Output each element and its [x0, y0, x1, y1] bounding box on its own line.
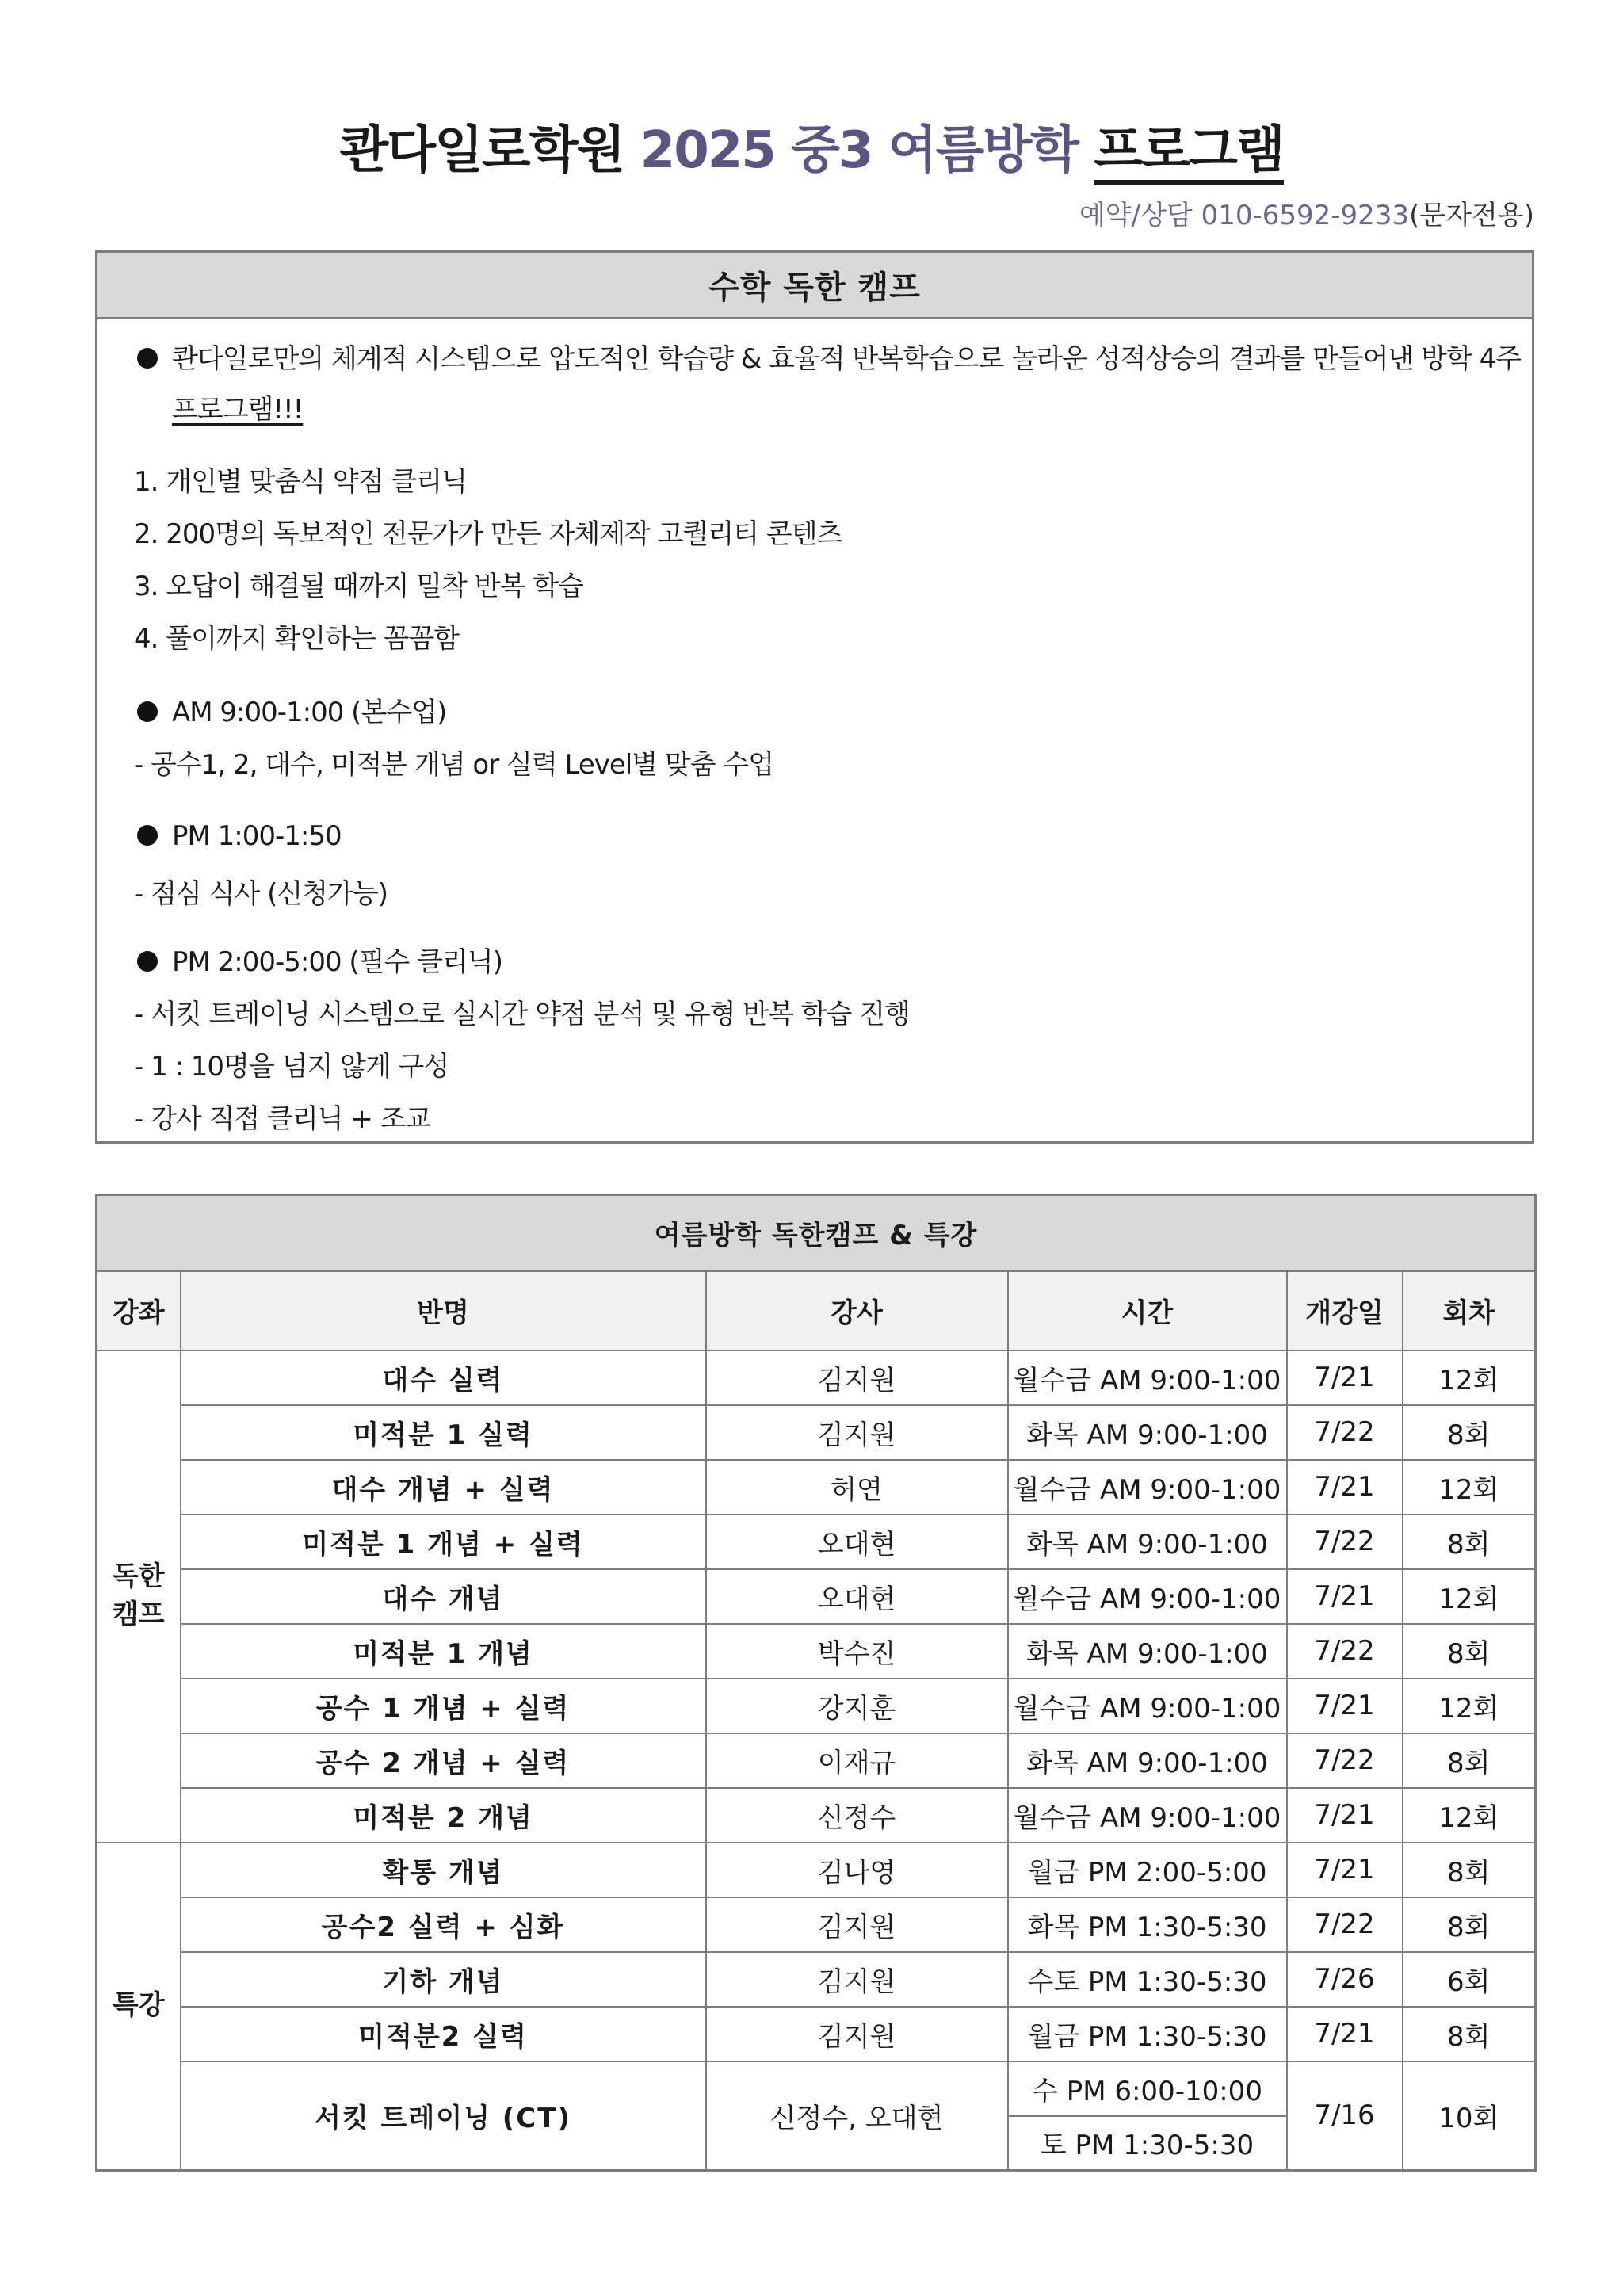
title-academy: 콴다일로학원: [339, 121, 624, 180]
start-date: 7/26: [1287, 1952, 1403, 2007]
session-count: 8회: [1403, 1405, 1536, 1460]
pm-desc-2: - 1 : 10명을 넘지 않게 구성: [134, 1051, 449, 1083]
col-header-teacher: 강사: [706, 1271, 1008, 1350]
session-count: 12회: [1403, 1679, 1536, 1733]
intro-line-2: 프로그램!!!: [172, 394, 304, 426]
session-count: 8회: [1403, 1733, 1536, 1788]
start-date: 7/21: [1287, 1350, 1403, 1405]
table-row: [97, 1515, 1536, 1569]
bullet-icon: [137, 701, 158, 722]
class-time: 화목 AM 9:00-1:00: [1008, 1624, 1287, 1679]
class-time: 월수금 AM 9:00-1:00: [1008, 1350, 1287, 1405]
teacher: 김지원: [706, 1952, 1008, 2007]
class-time: 수 PM 6:00-10:00: [1008, 2061, 1287, 2116]
table-row: [97, 1460, 1536, 1515]
am-desc: - 공수1, 2, 대수, 미적분 개념 or 실력 Level별 맞춤 수업: [134, 749, 774, 781]
teacher: 강지훈: [706, 1679, 1008, 1733]
class-name: 미적분 1 개념: [181, 1624, 706, 1679]
table-row: [97, 2007, 1536, 2061]
class-name: 미적분2 실력: [181, 2007, 706, 2061]
table-row: [97, 2061, 1536, 2116]
pm-desc-3: - 강사 직접 클리닉 + 조교: [134, 1103, 431, 1135]
contact-info: [1079, 193, 1534, 232]
table-row: [97, 1788, 1536, 1843]
class-time: 화목 AM 9:00-1:00: [1008, 1733, 1287, 1788]
class-name: 대수 개념 + 실력: [181, 1460, 706, 1515]
point-3: 3. 오답이 해결될 때까지 밀착 반복 학습: [134, 571, 583, 602]
session-count: 12회: [1403, 1788, 1536, 1843]
teacher: 김나영: [706, 1843, 1008, 1897]
camp-heading: 수학 독한 캠프: [97, 253, 1532, 319]
schedule-heading: 여름방학 독한캠프 & 특강: [97, 1195, 1536, 1271]
table-row: [97, 1624, 1536, 1679]
session-count: 10회: [1403, 2061, 1536, 2171]
class-name: 공수 1 개념 + 실력: [181, 1679, 706, 1733]
class-name: 확통 개념: [181, 1843, 706, 1897]
class-time: 월수금 AM 9:00-1:00: [1008, 1569, 1287, 1624]
col-header-sessions: 회차: [1403, 1271, 1536, 1350]
category-special: 특강: [97, 1843, 181, 2171]
title-program-word: 프로그램: [1094, 121, 1283, 185]
table-row: [97, 1897, 1536, 1952]
session-count: 8회: [1403, 1515, 1536, 1569]
start-date: 7/21: [1287, 1679, 1403, 1733]
schedule-box: [95, 1194, 1534, 2172]
start-date: 7/22: [1287, 1405, 1403, 1460]
class-name: 서킷 트레이닝 (CT): [181, 2061, 706, 2171]
class-time: 토 PM 1:30-5:30: [1008, 2116, 1287, 2171]
class-time: 월수금 AM 9:00-1:00: [1008, 1788, 1287, 1843]
class-name: 미적분 1 개념 + 실력: [181, 1515, 706, 1569]
start-date: 7/16: [1287, 2061, 1403, 2171]
category-camp: 독한 캠프: [97, 1350, 181, 1843]
teacher: 박수진: [706, 1624, 1008, 1679]
bullet-icon: [137, 951, 158, 972]
class-time: 화목 PM 1:30-5:30: [1008, 1897, 1287, 1952]
class-time: 화목 AM 9:00-1:00: [1008, 1405, 1287, 1460]
teacher: 오대현: [706, 1569, 1008, 1624]
class-time: 월금 PM 2:00-5:00: [1008, 1843, 1287, 1897]
session-count: 8회: [1403, 1624, 1536, 1679]
column-header-row: [97, 1271, 1536, 1350]
class-time: 월수금 AM 9:00-1:00: [1008, 1460, 1287, 1515]
contact-note: (문자전용): [1409, 200, 1534, 231]
bullet-icon: [137, 825, 158, 846]
teacher: 신정수: [706, 1788, 1008, 1843]
contact-phone: 예약/상담 010-6592-9233: [1079, 200, 1410, 231]
table-row: [97, 1733, 1536, 1788]
teacher: 김지원: [706, 1405, 1008, 1460]
class-name: 대수 실력: [181, 1350, 706, 1405]
point-2: 2. 200명의 독보적인 전문가가 만든 자체제작 고퀄리티 콘텐츠: [134, 518, 842, 550]
title-program-year: 2025 중3 여름방학: [640, 121, 1078, 180]
teacher: 허연: [706, 1460, 1008, 1515]
start-date: 7/21: [1287, 2007, 1403, 2061]
lunch-desc: - 점심 식사 (신청가능): [134, 878, 388, 910]
teacher: 김지원: [706, 2007, 1008, 2061]
session-count: 8회: [1403, 1897, 1536, 1952]
class-time: 월수금 AM 9:00-1:00: [1008, 1679, 1287, 1733]
session-count: 8회: [1403, 2007, 1536, 2061]
table-row: [97, 1679, 1536, 1733]
start-date: 7/21: [1287, 1843, 1403, 1897]
table-row: [97, 1350, 1536, 1405]
class-time: 수토 PM 1:30-5:30: [1008, 1952, 1287, 2007]
start-date: 7/22: [1287, 1515, 1403, 1569]
teacher: 김지원: [706, 1350, 1008, 1405]
bullet-icon: [137, 348, 158, 369]
table-row: [97, 1569, 1536, 1624]
class-name: 미적분 1 실력: [181, 1405, 706, 1460]
session-count: 12회: [1403, 1569, 1536, 1624]
table-row: [97, 1952, 1536, 2007]
lunch-time: PM 1:00-1:50: [137, 820, 342, 852]
table-row: [97, 1405, 1536, 1460]
session-count: 8회: [1403, 1843, 1536, 1897]
start-date: 7/21: [1287, 1788, 1403, 1843]
class-name: 대수 개념: [181, 1569, 706, 1624]
class-name: 기하 개념: [181, 1952, 706, 2007]
class-name: 공수2 실력 + 심화: [181, 1897, 706, 1952]
class-name: 공수 2 개념 + 실력: [181, 1733, 706, 1788]
start-date: 7/22: [1287, 1733, 1403, 1788]
start-date: 7/21: [1287, 1460, 1403, 1515]
teacher: 이재규: [706, 1733, 1008, 1788]
start-date: 7/22: [1287, 1897, 1403, 1952]
point-4: 4. 풀이까지 확인하는 꼼꼼함: [134, 623, 460, 655]
col-header-category: 강좌: [97, 1271, 181, 1350]
table-row: [97, 1843, 1536, 1897]
col-header-class: 반명: [181, 1271, 706, 1350]
am-time: AM 9:00-1:00 (본수업): [137, 690, 446, 729]
intro-line-1: 콴다일로만의 체계적 시스템으로 압도적인 학습량 & 효율적 반복학습으로 놀라운 성적상승의 결과를 만들어낸 방학 4주: [137, 337, 1521, 376]
camp-description-box: [95, 250, 1534, 1144]
teacher: 신정수, 오대현: [706, 2061, 1008, 2171]
session-count: 6회: [1403, 1952, 1536, 2007]
class-time: 월금 PM 1:30-5:30: [1008, 2007, 1287, 2061]
session-count: 12회: [1403, 1460, 1536, 1515]
col-header-time: 시간: [1008, 1271, 1287, 1350]
page-title: [0, 109, 1623, 182]
point-1: 1. 개인별 맞춤식 약점 클리닉: [134, 466, 467, 498]
teacher: 오대현: [706, 1515, 1008, 1569]
class-name: 미적분 2 개념: [181, 1788, 706, 1843]
teacher: 김지원: [706, 1897, 1008, 1952]
col-header-start: 개강일: [1287, 1271, 1403, 1350]
session-count: 12회: [1403, 1350, 1536, 1405]
pm-time: PM 2:00-5:00 (필수 클리닉): [137, 940, 502, 979]
start-date: 7/22: [1287, 1624, 1403, 1679]
pm-desc-1: - 서킷 트레이닝 시스템으로 실시간 약점 분석 및 유형 반복 학습 진행: [134, 999, 910, 1030]
schedule-table: [95, 1194, 1537, 2172]
class-time: 화목 AM 9:00-1:00: [1008, 1515, 1287, 1569]
start-date: 7/21: [1287, 1569, 1403, 1624]
